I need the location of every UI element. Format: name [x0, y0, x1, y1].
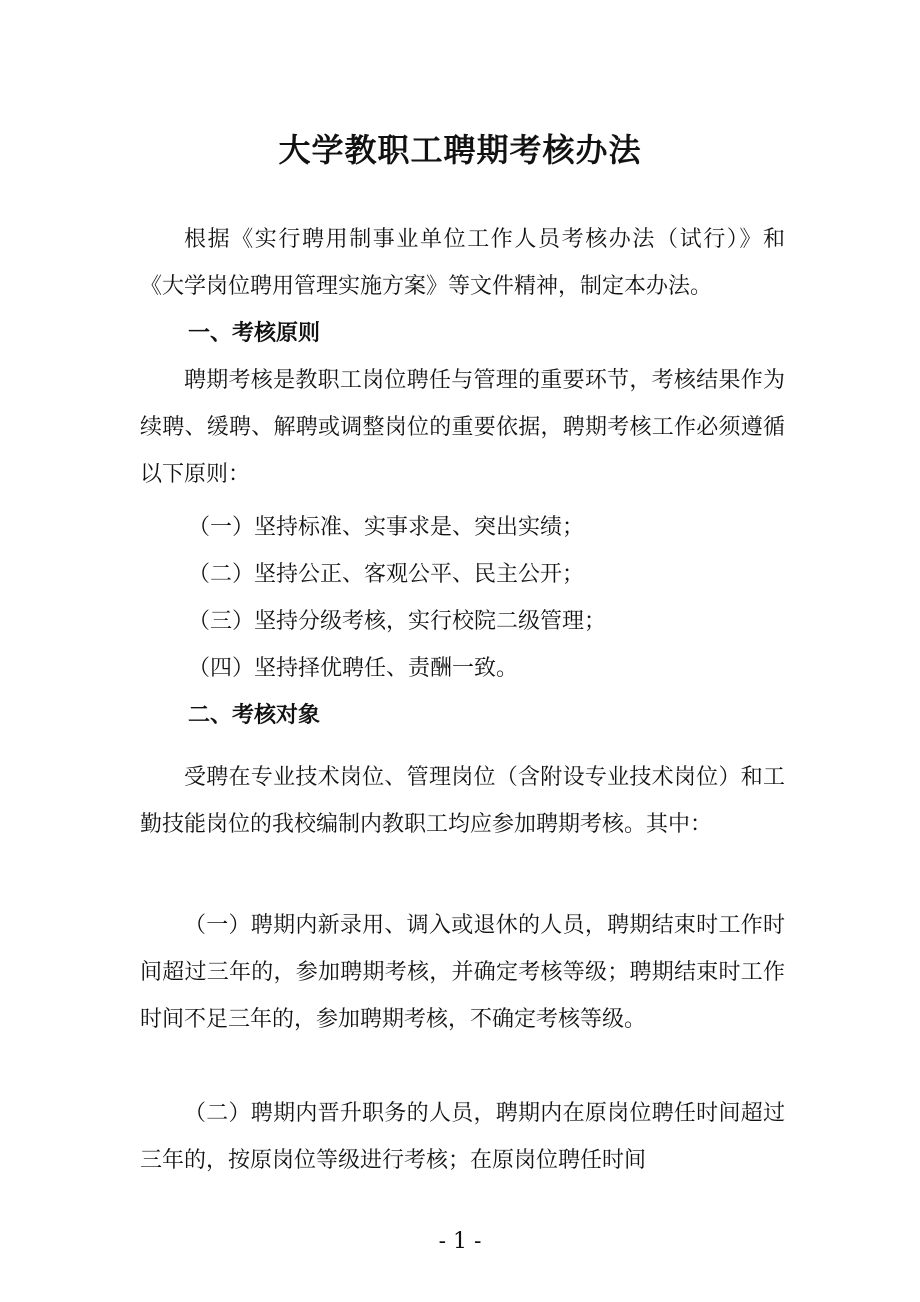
page-number: - 1 -: [438, 1229, 482, 1254]
intro-paragraph: 根据《实行聘用制事业单位工作人员考核办法（试行）》和《大学岗位聘用管理实施方案》等文件精神，制定本办法。: [140, 227, 785, 299]
principles-paragraph: 聘期考核是教职工岗位聘任与管理的重要环节，考核结果作为续聘、缓聘、解聘或调整岗位的重要依据，聘期考核工作必须遵循以下原则：: [140, 368, 785, 487]
principle-item-2: （二）坚持公正、客观公平、民主公开；: [188, 562, 585, 587]
targets-paragraph: 受聘在专业技术岗位、管理岗位（含附设专业技术岗位）和工勤技能岗位的我校编制内教职工均应参加聘期考核。其中：: [140, 765, 785, 837]
principle-item-1: （一）坚持标准、实事求是、突出实绩；: [188, 515, 585, 540]
principle-item-4: （四）坚持择优聘任、责酬一致。: [188, 656, 519, 681]
document-title: 大学教职工聘期考核办法: [278, 131, 642, 169]
targets-subitem-1: （一）聘期内新录用、调入或退休的人员，聘期结束时工作时间超过三年的，参加聘期考核，并确定考核等级；聘期结束时工作时间不足三年的，参加聘期考核，不确定考核等级。: [140, 913, 785, 1032]
targets-subitem-2: （二）聘期内晋升职务的人员，聘期内在原岗位聘任时间超过三年的，按原岗位等级进行考核；在原岗位聘任时间: [140, 1101, 785, 1173]
section-heading-targets: 二、考核对象: [188, 703, 321, 728]
principle-item-3: （三）坚持分级考核，实行校院二级管理；: [188, 609, 607, 634]
section-heading-principles: 一、考核原则: [188, 321, 321, 346]
